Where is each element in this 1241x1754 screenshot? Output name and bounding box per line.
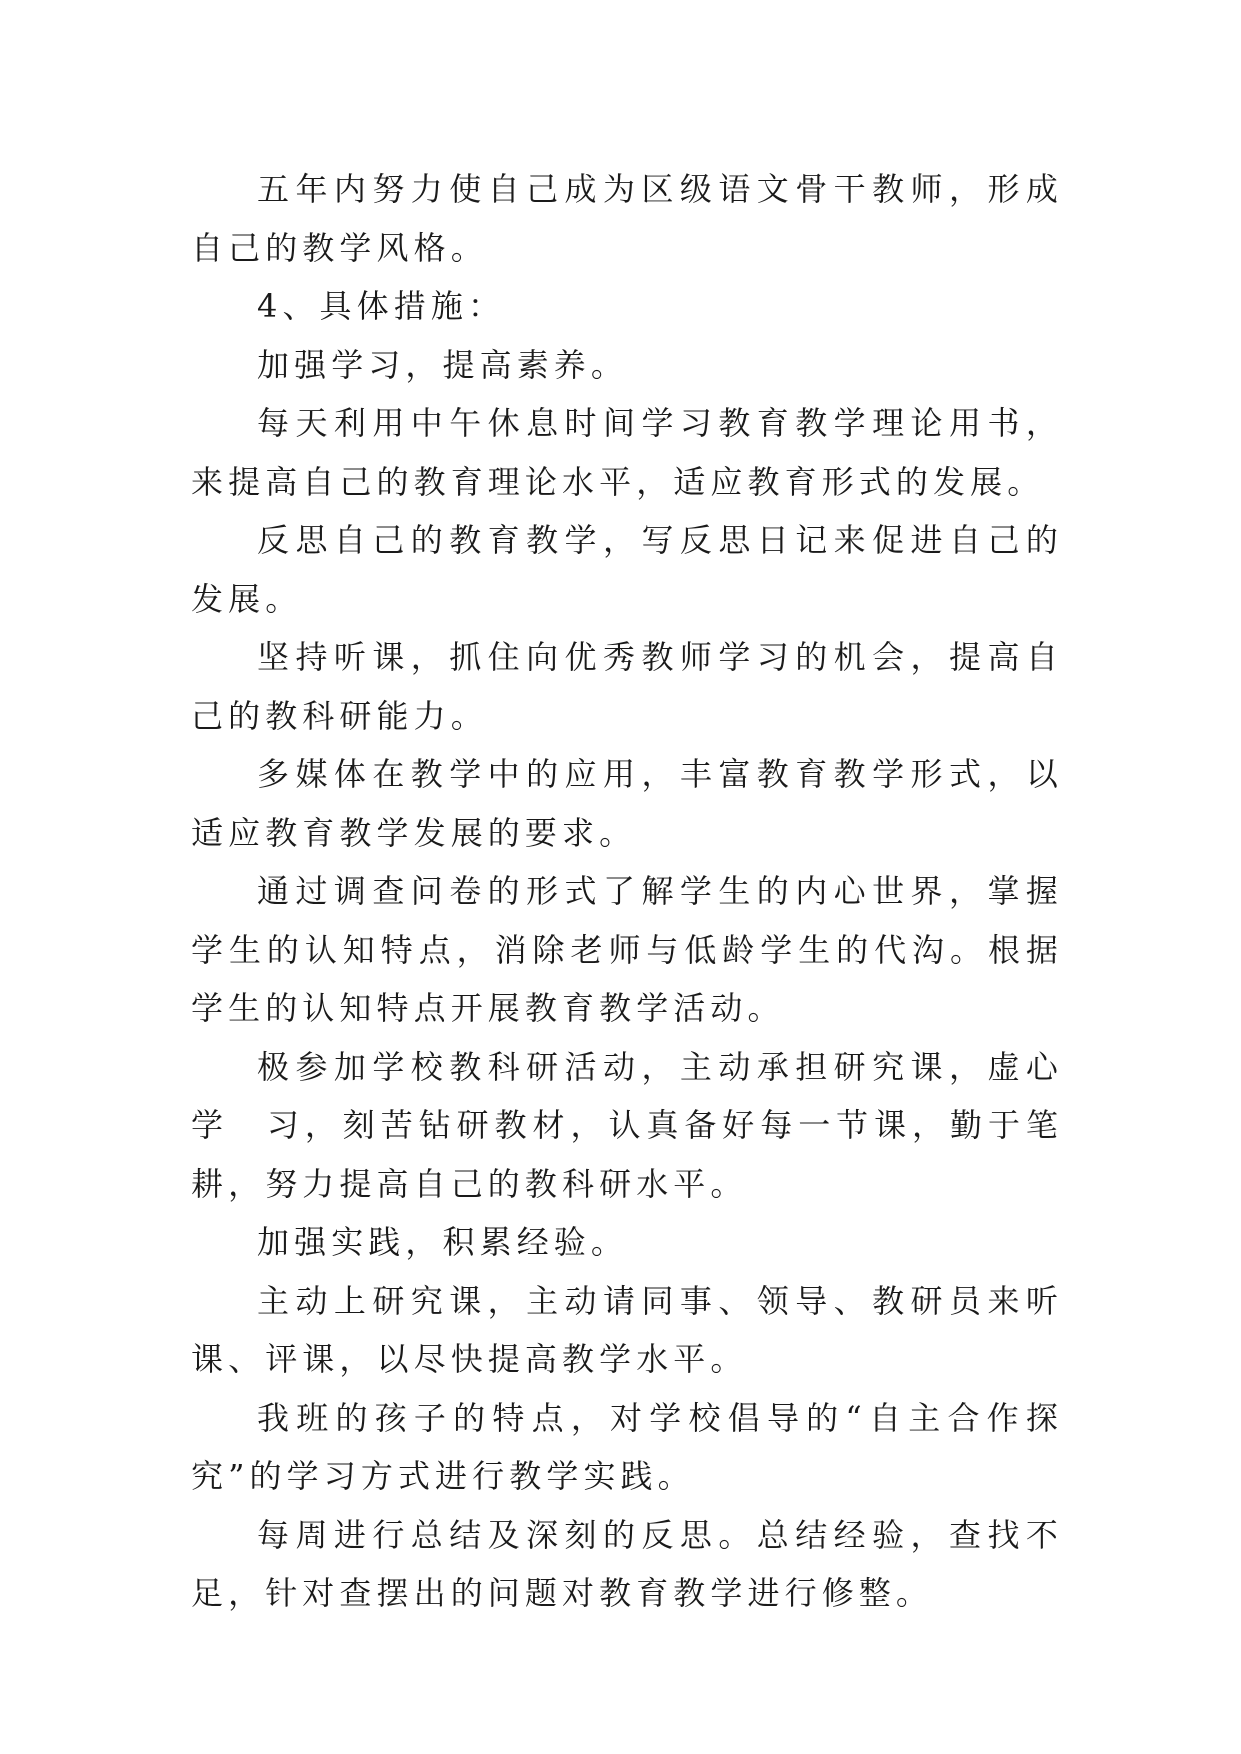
paragraph-daily-reading: 每天利用中午休息时间学习教育教学理论用书，来提高自己的教育理论水平，适应教育形式的发展。	[191, 404, 1063, 501]
paragraph-research-activities: 极参加学校教科研活动，主动承担研究课，虚心学 习，刻苦钻研教材，认真备好每一节课，勤于笔耕，努力提高自己的教科研水平。	[191, 1047, 1063, 1203]
paragraph-measures-heading: 4、具体措施：	[257, 287, 506, 325]
paragraph-strengthen-practice: 加强实践，积累经验。	[257, 1223, 629, 1261]
paragraph-research-lessons: 主动上研究课，主动请同事、领导、教研员来听课、评课，以尽快提高教学水平。	[191, 1281, 1063, 1378]
paragraph-goal: 五年内努力使自己成为区级语文骨干教师，形成自己的教学风格。	[191, 170, 1063, 267]
paragraph-observe-lessons: 坚持听课，抓住向优秀教师学习的机会，提高自己的教科研能力。	[191, 638, 1063, 735]
paragraph-reflection: 反思自己的教育教学，写反思日记来促进自己的发展。	[191, 521, 1063, 618]
document-body	[191, 160, 1063, 1623]
paragraph-multimedia: 多媒体在教学中的应用，丰富教育教学形式，以适应教育教学发展的要求。	[191, 755, 1063, 852]
paragraph-class-practice: 我班的孩子的特点，对学校倡导的“自主合作探究”的学习方式进行教学实践。	[191, 1398, 1063, 1495]
paragraph-weekly-summary: 每周进行总结及深刻的反思。总结经验，查找不足，针对查摆出的问题对教育教学进行修整。	[191, 1515, 1063, 1612]
paragraph-strengthen-study: 加强学习，提高素养。	[257, 345, 629, 384]
paragraph-questionnaire: 通过调查问卷的形式了解学生的内心世界，掌握学生的认知特点，消除老师与低龄学生的代沟。根据学生的认知特点开展教育教学活动。	[191, 872, 1063, 1027]
